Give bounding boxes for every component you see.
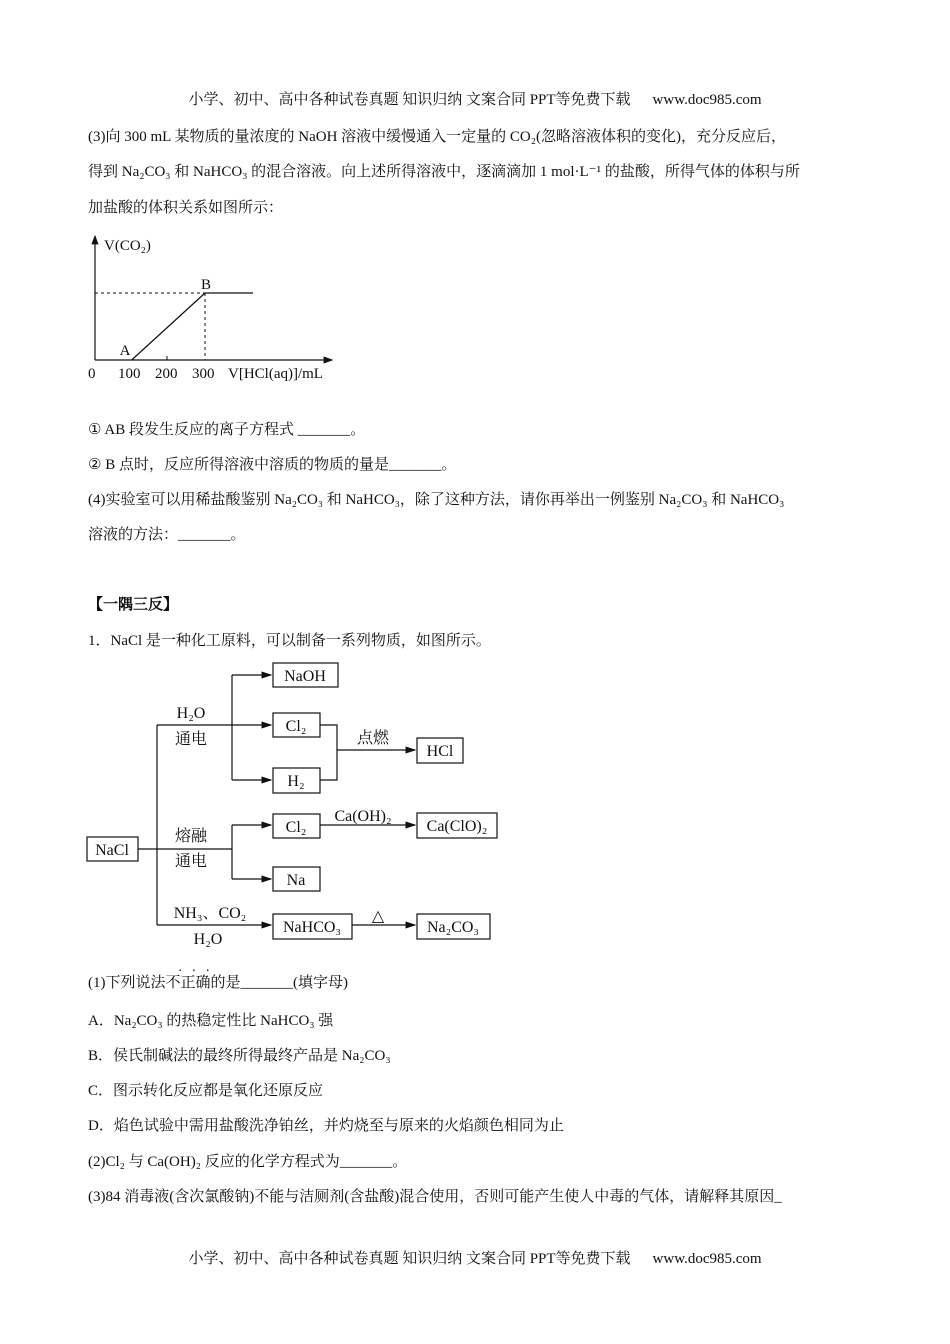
electrolysis-condition: 通电 [174, 731, 208, 748]
p1-stem: 1．NaCl 是一种化工原料，可以制备一系列物质，如图所示。 [88, 633, 491, 649]
header-url[interactable]: www.doc985.com [652, 92, 762, 108]
footer-text: 小学、初中、高中各种试卷真题 知识归纳 文案合同 PPT等免费下载 [188, 1251, 631, 1267]
na2co3-label: Na₂CO₃ [426, 919, 480, 936]
q3-sub2: ② B 点时，反应所得溶液中溶质的物质的量是_______。 [88, 457, 457, 473]
q3-line-3: 加盐酸的体积关系如图所示： [88, 200, 284, 216]
point-a-label: A [119, 343, 131, 359]
option-b: B．侯氏制碱法的最终所得最终产品是 Na₂CO₃ [88, 1048, 391, 1064]
cl2-mid-label: Cl₂ [285, 819, 307, 836]
section-title: 【一隅三反】 [88, 597, 179, 613]
h2o-reagent: H₂O [193, 931, 223, 948]
q3-line-1: (3)向 300 mL 某物质的量浓度的 NaOH 溶液中缓慢通入一定量的 CO₂(忽略溶液体积的变化)，充分反应后， [88, 129, 786, 145]
q4-line-1: (4)实验室可以用稀盐酸鉴别 Na₂CO₃ 和 NaHCO₃，除了这种方法，请你再举出一例鉴别 Na₂CO₃ 和 NaHCO₃ [88, 492, 785, 508]
h2o-condition: H₂O [176, 705, 206, 722]
co2-volume-graph [0, 0, 950, 400]
x-axis-label: V[HCl(aq)]/mL [228, 366, 323, 382]
electrolysis-condition-2: 通电 [174, 853, 208, 870]
option-a: A．Na₂CO₃ 的热稳定性比 NaHCO₃ 强 [88, 1013, 334, 1029]
heat-symbol: △ [371, 908, 385, 925]
page-footer [0, 1247, 950, 1268]
h2-label: H₂ [287, 773, 305, 790]
q4-line-2: 溶液的方法：_______。 [88, 527, 246, 543]
caoh2-reagent: Ca(OH)₂ [334, 808, 392, 825]
x-tick-label: 0 [88, 366, 96, 382]
ignite-condition: 点燃 [356, 730, 390, 747]
x-tick-label: 100 [118, 366, 141, 382]
x-tick-label: 300 [192, 366, 215, 382]
y-axis-label: V(CO₂) [104, 238, 151, 254]
nahco3-label: NaHCO₃ [282, 919, 342, 936]
footer-url[interactable]: www.doc985.com [652, 1251, 762, 1267]
naoh-label: NaOH [284, 668, 326, 685]
p1-q2: (2)Cl₂ 与 Ca(OH)₂ 反应的化学方程式为_______。 [88, 1154, 408, 1170]
point-b-label: B [201, 277, 212, 293]
header-text: 小学、初中、高中各种试卷真题 知识归纳 文案合同 PPT等免费下载 [188, 92, 631, 108]
p1-q3: (3)84 消毒液(含次氯酸钠)不能与洁厕剂(含盐酸)混合使用，否则可能产生使人中毒的气体，请解释其原因_ [88, 1189, 782, 1205]
caclo2-label: Ca(ClO)₂ [426, 818, 488, 835]
q3-line-2: 得到 Na₂CO₃ 和 NaHCO₃ 的混合溶液。向上述所得溶液中，逐滴滴加 1 mol·L⁻¹ 的盐酸，所得气体的体积与所 [88, 164, 800, 180]
nh3-co2-reagent: NH₃、CO₂ [173, 905, 247, 922]
hcl-label: HCl [426, 743, 454, 760]
nacl-flow-diagram [0, 650, 950, 950]
line-ab [132, 293, 205, 360]
q3-sub1: ① AB 段发生反应的离子方程式 _______。 [88, 422, 366, 438]
cl2-top-label: Cl₂ [285, 718, 307, 735]
emphasis-dots: ··· [178, 964, 219, 979]
p1-q1: (1)下列说法不正确的是_______(填字母) [88, 975, 348, 991]
option-c: C．图示转化反应都是氧化还原反应 [88, 1083, 324, 1099]
nacl-label: NaCl [95, 842, 129, 859]
na-label: Na [286, 872, 306, 889]
option-d: D．焰色试验中需用盐酸洗净铂丝，并灼烧至与原来的火焰颜色相同为止 [88, 1118, 564, 1134]
molten-condition: 熔融 [174, 828, 208, 845]
x-tick-label: 200 [155, 366, 178, 382]
